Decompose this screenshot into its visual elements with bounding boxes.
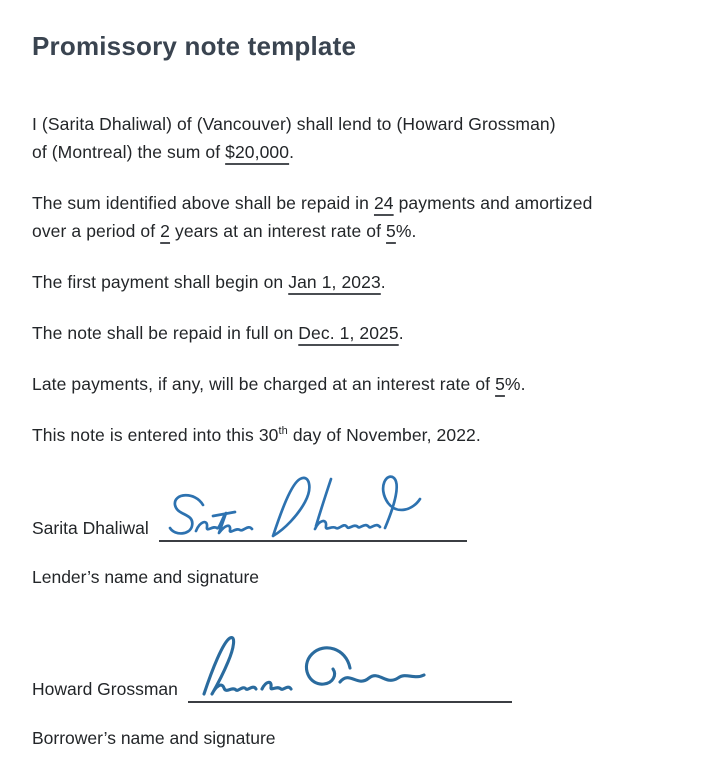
paragraph-execution-date	[32, 421, 690, 449]
lender-caption: Lender’s name and signature	[32, 567, 260, 587]
lender-signature-line	[159, 508, 467, 542]
full-repayment-prefix: The note shall be repaid in full on	[32, 323, 299, 343]
first-payment-suffix: .	[380, 272, 386, 292]
borrower-signature-row	[32, 669, 690, 703]
execution-prefix: This note is entered into this 30	[32, 425, 279, 445]
repayment-suffix: %.	[395, 221, 417, 241]
borrower-name-label: Howard Grossman	[32, 679, 178, 699]
late-payment-prefix: Late payments, if any, will be charged at an interest rate of	[32, 374, 496, 394]
borrower-signature-line	[188, 669, 512, 703]
paragraph-first-payment	[32, 268, 690, 296]
ordinal-suffix: th	[278, 425, 288, 438]
loan-suffix: .	[289, 142, 295, 162]
repayment-mid2: years at an interest rate of	[170, 221, 387, 241]
borrower-signature-handwriting-icon	[190, 630, 520, 710]
period-years-value: 2	[160, 221, 171, 241]
borrower-caption: Borrower’s name and signature	[32, 728, 276, 748]
loan-line2-prefix: of (Montreal) the sum of	[32, 142, 226, 162]
repayment-line2-prefix: over a period of	[32, 221, 161, 241]
repayment-prefix: The sum identified above shall be repaid in	[32, 193, 374, 213]
paragraph-late-payments	[32, 370, 690, 398]
first-payment-prefix: The first payment shall begin on	[32, 272, 289, 292]
lender-signature-row	[32, 508, 690, 542]
repayment-mid1: payments and amortized	[393, 193, 593, 213]
lender-name-label: Sarita Dhaliwal	[32, 518, 149, 538]
full-repayment-suffix: .	[398, 323, 404, 343]
loan-line1: I (Sarita Dhaliwal) of (Vancouver) shall lend to (Howard Grossman)	[32, 114, 556, 134]
full-repayment-date-value: Dec. 1, 2025	[298, 323, 399, 343]
late-interest-rate-value: 5	[495, 374, 505, 394]
first-payment-date-value: Jan 1, 2023	[288, 272, 381, 292]
execution-suffix: day of November, 2022.	[287, 425, 481, 445]
num-payments-value: 24	[373, 193, 394, 213]
paragraph-full-repayment	[32, 319, 690, 347]
lender-signature-block	[32, 508, 690, 588]
paragraph-loan-parties	[32, 110, 690, 166]
interest-rate-value: 5	[386, 221, 396, 241]
late-payment-suffix: %.	[504, 374, 526, 394]
borrower-signature-block	[32, 669, 690, 749]
paragraph-repayment-terms	[32, 189, 690, 245]
loan-amount-value: $20,000	[225, 142, 290, 162]
lender-signature-handwriting-icon	[161, 469, 453, 549]
page-title: Promissory note template	[32, 31, 357, 61]
